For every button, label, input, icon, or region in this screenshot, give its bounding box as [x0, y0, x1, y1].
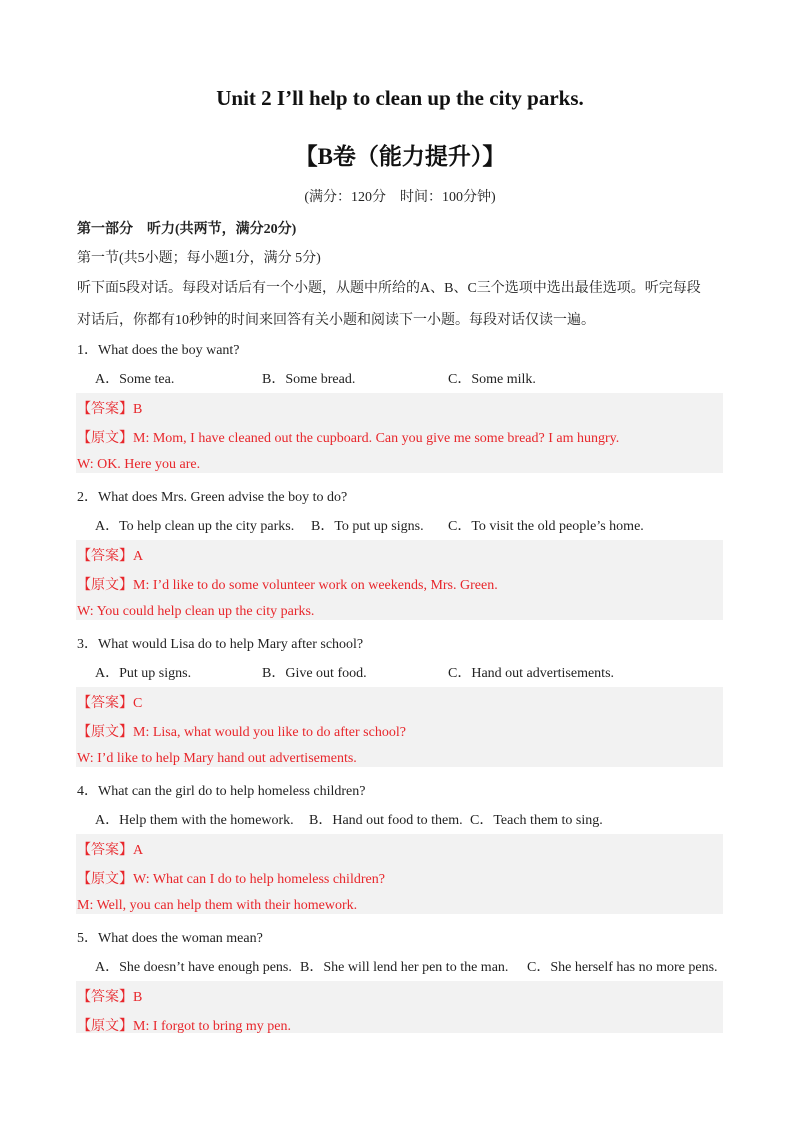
question-2-script-line-1: 【原文】M: I’d like to do some volunteer work on weekends, Mrs. Green.	[77, 578, 498, 593]
question-2-answer: 【答案】A	[77, 549, 144, 564]
question-4-option-c: C．Teach them to sing.	[470, 813, 603, 828]
question-4-stem: 4．What can the girl do to help homeless children?	[77, 784, 366, 799]
question-4-option-a: A．Help them with the homework.	[95, 813, 294, 828]
question-1-option-b: B．Some bread.	[262, 372, 356, 387]
instructions-line-2: 对话后，你都有10秒钟的时间来回答有关小题和阅读下一小题。每段对话仅读一遍。	[77, 313, 595, 328]
question-2-script-line-2: W: You could help clean up the city parks.	[77, 604, 315, 619]
question-5-stem: 5．What does the woman mean?	[77, 931, 263, 946]
question-5-script-line-1: 【原文】M: I forgot to bring my pen.	[77, 1019, 292, 1034]
question-5-option-a: A．She doesn’t have enough pens.	[95, 960, 292, 975]
question-5-option-b: B．She will lend her pen to the man.	[300, 960, 509, 975]
question-5-answer: 【答案】B	[77, 990, 143, 1005]
question-1-script-line-2: W: OK. Here you are.	[77, 457, 201, 472]
question-1-stem: 1．What does the boy want?	[77, 343, 240, 358]
question-3-option-c: C．Hand out advertisements.	[448, 666, 615, 681]
page-subtitle: 【B卷（能力提升）】	[294, 144, 506, 169]
question-3-option-a: A．Put up signs.	[95, 666, 192, 681]
score-time-info: (满分：120分 时间：100分钟)	[304, 190, 496, 205]
subsection-heading: 第一节(共5小题；每小题1分，满分 5分)	[77, 251, 321, 266]
question-1-option-c: C．Some milk.	[448, 372, 536, 387]
section-heading: 第一部分 听力(共两节，满分20分)	[77, 222, 297, 237]
page-title: Unit 2 I’ll help to clean up the city parks.	[216, 86, 584, 110]
question-3-script-line-1: 【原文】M: Lisa, what would you like to do after school?	[77, 725, 406, 740]
question-2-stem: 2．What does Mrs. Green advise the boy to do?	[77, 490, 348, 505]
question-4-script-line-2: M: Well, you can help them with their homework.	[77, 898, 358, 913]
question-5-option-c: C．She herself has no more pens.	[527, 960, 718, 975]
question-3-option-b: B．Give out food.	[262, 666, 367, 681]
question-3-script-line-2: W: I’d like to help Mary hand out advertisements.	[77, 751, 357, 766]
question-3-answer: 【答案】C	[77, 696, 143, 711]
question-2-option-c: C．To visit the old people’s home.	[448, 519, 644, 534]
question-1-script-line-1: 【原文】M: Mom, I have cleaned out the cupboard. Can you give me some bread? I am hungry.	[77, 431, 620, 446]
question-4-answer: 【答案】A	[77, 843, 144, 858]
question-4-script-line-1: 【原文】W: What can I do to help homeless children?	[77, 872, 385, 887]
question-2-option-a: A．To help clean up the city parks.	[95, 519, 295, 534]
question-2-option-b: B．To put up signs.	[311, 519, 424, 534]
instructions-line-1: 听下面5段对话。每段对话后有一个小题，从题中所给的A、B、C三个选项中选出最佳选项。听完每段	[77, 281, 701, 296]
question-1-option-a: A．Some tea.	[95, 372, 175, 387]
question-3-stem: 3．What would Lisa do to help Mary after school?	[77, 637, 364, 652]
question-4-option-b: B．Hand out food to them.	[309, 813, 463, 828]
question-1-answer: 【答案】B	[77, 402, 143, 417]
